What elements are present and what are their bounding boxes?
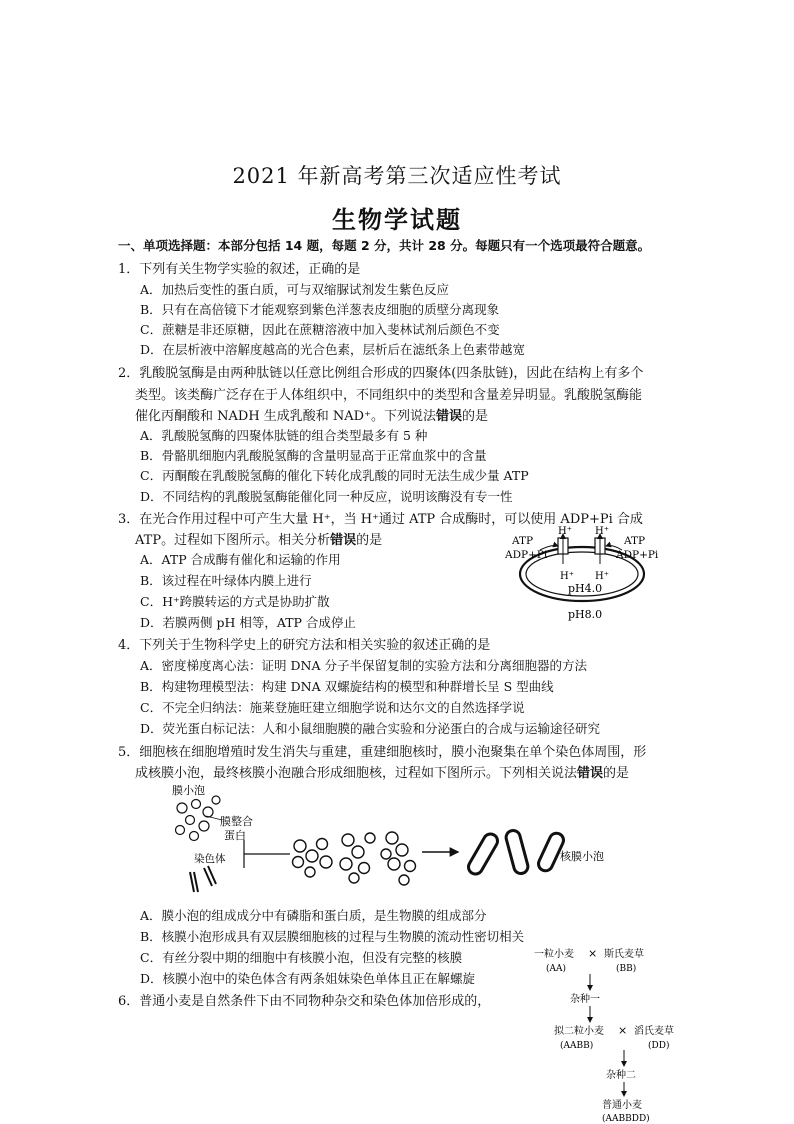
question-4-option-d: D．荧光蛋白标记法：人和小鼠细胞膜的融合实验和分泌蛋白的合成与运输途径研究	[140, 721, 601, 736]
question-2-line-3: 催化丙酮酸和 NADH 生成乳酸和 NAD⁺。下列说法错误的是	[135, 409, 488, 424]
cross-symbol-1: ×	[588, 947, 598, 960]
genome-aabbdd: (AABBDD)	[602, 1114, 650, 1124]
question-2-option-a: A．乳酸脱氢酶的四聚体肽链的组合类型最多有 5 种	[140, 428, 428, 443]
question-4-option-a: A．密度梯度离心法：证明 DNA 分子半保留复制的实验方法和分离细胞器的方法	[140, 658, 587, 673]
question-1-stem: 1．下列有关生物学实验的叙述，正确的是	[118, 262, 361, 277]
aggregating-vesicles	[293, 832, 416, 885]
tauschii-label: 滔氏麦草	[634, 1026, 674, 1037]
common-wheat-label: 普通小麦	[602, 1100, 642, 1111]
question-3-line-1: 3．在光合作用过程中可产生大量 H⁺，当 H⁺通过 ATP 合成酶时，可以使用 ADP+Pi 合成	[118, 512, 643, 527]
keyword-error: 错误	[330, 533, 357, 548]
question-1-option-c: C．蔗糖是非还原糖，因此在蔗糖溶液中加入斐林试剂后颜色不变	[140, 322, 500, 337]
h-ion-inner-right: H⁺	[595, 571, 609, 582]
nuclear-vesicle-shapes	[466, 829, 566, 877]
hybrid-one-label: 杂种一	[570, 994, 600, 1005]
nuclear-vesicle-label: 核膜小泡	[560, 850, 604, 863]
einkorn-label: 一粒小麦	[534, 949, 574, 960]
atp-synthase-diagram	[500, 522, 670, 626]
goatgrass-label: 斯氏麦草	[604, 949, 644, 960]
question-3-option-c: C．H⁺跨膜转运的方式是协助扩散	[140, 594, 330, 609]
chromosome-label: 染色体	[194, 853, 226, 865]
question-1-option-d: D．在层析液中溶解度越高的光合色素，层析后在滤纸条上色素带越宽	[140, 342, 526, 357]
keyword-error: 错误	[577, 766, 604, 781]
genome-aa: (AA)	[546, 964, 567, 974]
question-6-stem: 6．普通小麦是自然条件下由不同物种杂交和染色体加倍形成的，	[118, 994, 491, 1009]
ph-inside-label: pH4.0	[568, 582, 603, 595]
question-3-option-b: B．该过程在叶绿体内膜上进行	[140, 573, 312, 588]
h-ion-inner-left: H⁺	[560, 571, 574, 582]
vesicle-cluster	[176, 796, 221, 841]
question-2-option-c: C．丙酮酸在乳酸脱氢酶的催化下转化成乳酸的同时无法生成少量 ATP	[140, 468, 529, 483]
question-3-line-2: ATP。过程如下图所示。相关分析错误的是	[135, 533, 383, 548]
genome-bb: (BB)	[616, 964, 637, 974]
question-1-option-b: B．只有在高倍镜下才能观察到紫色洋葱表皮细胞的质壁分离现象	[140, 302, 500, 317]
atp-label-left: ATP	[512, 535, 534, 547]
question-5-line-1: 5．细胞核在细胞增殖时发生消失与重建，重建细胞核时，膜小泡聚集在单个染色体周围，形	[118, 745, 647, 760]
cross-symbol-2: ×	[618, 1024, 628, 1037]
keyword-error: 错误	[435, 409, 462, 424]
question-4-stem: 4．下列关于生物科学史上的研究方法和相关实验的叙述正确的是	[118, 638, 491, 653]
vesicle-label: 膜小泡	[172, 784, 205, 797]
adp-label-left: ADP+Pi	[505, 549, 548, 561]
nuclear-envelope-diagram	[160, 780, 630, 900]
question-4-option-b: B．构建物理模型法：构建 DNA 双螺旋结构的模型和种群增长呈 S 型曲线	[140, 679, 554, 694]
question-2-option-b: B．骨骼肌细胞内乳酸脱氢酶的含量明显高于正常血浆中的含量	[140, 448, 487, 463]
ph-outside-label: pH8.0	[568, 608, 603, 621]
exam-subtitle: 生物学试题	[332, 205, 462, 234]
question-2-line-1: 2．乳酸脱氢酶是由两种肽链以任意比例组合形成的四聚体(四条肽链)，因此在结构上有多个	[118, 366, 644, 381]
section-heading: 一、单项选择题：本部分包括 14 题，每题 2 分，共计 28 分。每题只有一个选项最符合题意。	[118, 238, 651, 253]
question-2-line-2: 类型。该类酶广泛存在于人体组织中，不同组织中的类型和含量差异明显。乳酸脱氢酶能	[135, 388, 643, 403]
genome-dd: (DD)	[648, 1041, 670, 1051]
question-5-option-a: A．膜小泡的组成成分中有磷脂和蛋白质，是生物膜的组成部分	[140, 908, 487, 923]
question-3-option-d: D．若膜两侧 pH 相等，ATP 合成停止	[140, 615, 356, 630]
integrin-label-1: 膜整合	[220, 815, 253, 828]
adp-label-right: ADP+Pi	[616, 549, 659, 561]
wheat-pedigree-diagram	[530, 944, 710, 1124]
emmer-label: 拟二粒小麦	[554, 1026, 604, 1037]
question-2-option-d: D．不同结构的乳酸脱氢酶能催化同一种反应，说明该酶没有专一性	[140, 489, 513, 504]
genome-aabb: (AABB)	[560, 1041, 594, 1051]
question-5-line-2: 成核膜小泡，最终核膜小泡融合形成细胞核，过程如下图所示。下列相关说法错误的是	[135, 766, 630, 781]
question-5-option-b: B．核膜小泡形成具有双层膜细胞核的过程与生物膜的流动性密切相关	[140, 929, 525, 944]
question-4-option-c: C．不完全归纳法：施莱登施旺建立细胞学说和达尔文的自然选择学说	[140, 700, 525, 715]
h-ion-top-right: H⁺	[595, 526, 609, 537]
exam-title: 2021 年新高考第三次适应性考试	[232, 164, 562, 188]
h-ion-top-left: H⁺	[558, 526, 572, 537]
question-1-option-a: A．加热后变性的蛋白质，可与双缩脲试剂发生紫色反应	[140, 282, 450, 297]
hybrid-two-label: 杂种二	[606, 1070, 636, 1081]
chromosome-icon	[190, 866, 216, 892]
question-5-option-c: C．有丝分裂中期的细胞中有核膜小泡，但没有完整的核膜	[140, 950, 463, 965]
question-5-option-d: D．核膜小泡中的染色体含有两条姐妹染色单体且正在解螺旋	[140, 971, 476, 986]
question-3-option-a: A．ATP 合成酶有催化和运输的作用	[140, 552, 341, 567]
atp-label-right: ATP	[624, 535, 646, 547]
integrin-label-2: 蛋白	[224, 829, 246, 842]
